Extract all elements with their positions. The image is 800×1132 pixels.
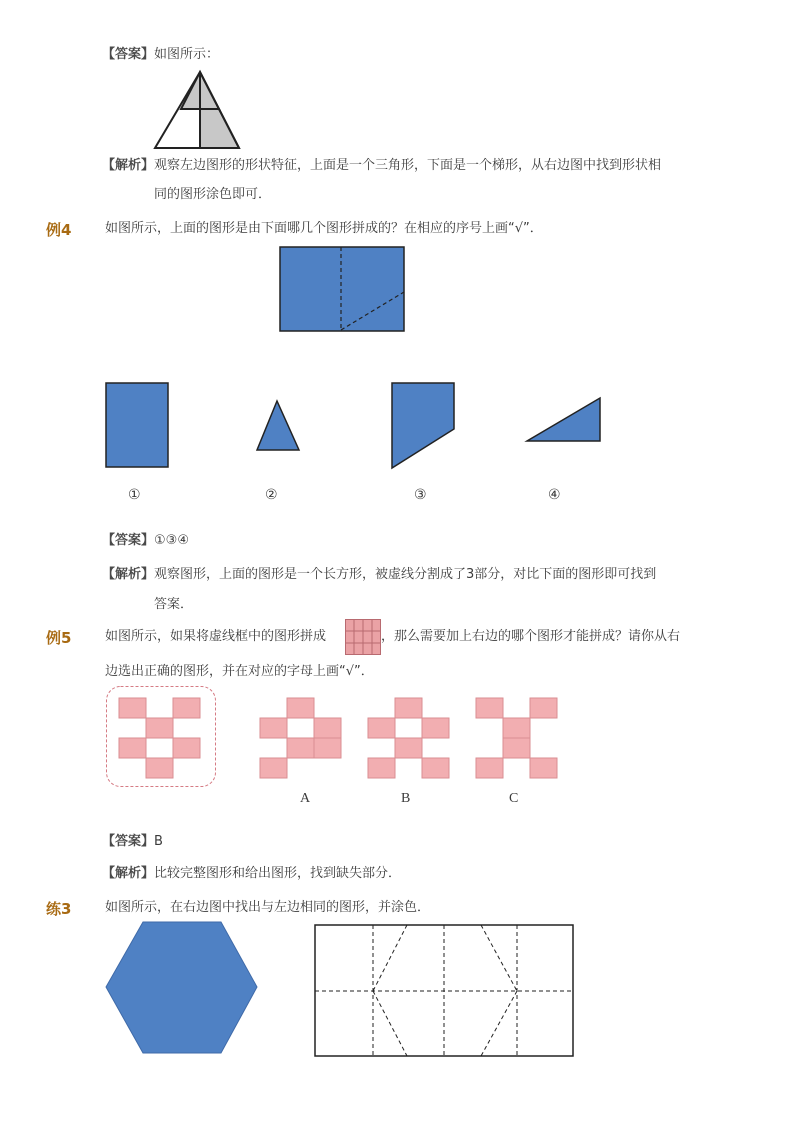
option-3-trapezoid bbox=[391, 382, 456, 469]
example-4-rectangle bbox=[279, 246, 405, 332]
analysis-text-1: 观察图形，上面的图形是一个长方形，被虚线分割成了3部分，对比下面的图形即可找到 bbox=[154, 567, 657, 582]
dashed-grid-figure bbox=[314, 924, 574, 1058]
example-5-answer bbox=[102, 832, 163, 852]
answer-text: B bbox=[154, 834, 163, 849]
choice-c-figure bbox=[475, 697, 559, 779]
choice-c-label: C bbox=[509, 791, 519, 806]
example-5-question-part-2: ，那么需要加上右边的哪个图形才能拼成？请你从右 bbox=[381, 629, 681, 644]
choice-a-label: A bbox=[300, 791, 311, 806]
example-5-analysis bbox=[102, 864, 401, 884]
answer-line-1 bbox=[102, 45, 219, 65]
option-1-rectangle bbox=[105, 382, 169, 468]
option-2-label: ② bbox=[265, 487, 278, 503]
analysis-text: 比较完整图形和给出图形，找到缺失部分． bbox=[154, 866, 402, 881]
analysis-tag: 【解析】 bbox=[102, 866, 155, 881]
practice-3-question: 如图所示，在右边图中找出与左边相同的图形，并涂色． bbox=[105, 900, 431, 915]
example-4-label: 例4 bbox=[46, 221, 72, 239]
option-4-label: ④ bbox=[548, 487, 561, 503]
answer-tag: 【答案】 bbox=[102, 47, 155, 62]
option-4-triangle bbox=[526, 397, 602, 443]
analysis-line-1 bbox=[102, 156, 661, 176]
choice-a-figure bbox=[259, 697, 343, 779]
analysis-tag: 【解析】 bbox=[102, 158, 155, 173]
example-4-analysis-line-1 bbox=[102, 565, 656, 585]
target-grid-icon bbox=[345, 619, 381, 655]
shaded-trapezoid bbox=[200, 109, 239, 148]
answer-tag: 【答案】 bbox=[102, 834, 155, 849]
example-4-answer bbox=[102, 531, 189, 551]
answer-tag: 【答案】 bbox=[102, 533, 155, 548]
answer-text: ①③④ bbox=[154, 533, 189, 548]
hexagon-figure bbox=[105, 921, 259, 1055]
practice-3-label: 练3 bbox=[46, 900, 72, 918]
example-4-question: 如图所示，上面的图形是由下面哪几个图形拼成的？在相应的序号上画“√”． bbox=[105, 221, 543, 236]
example-4-analysis-line-2: 答案． bbox=[154, 597, 194, 612]
answer-text: 如图所示： bbox=[154, 47, 220, 62]
example-5-question-part-1: 如图所示，如果将虚线框中的图形拼成 bbox=[105, 629, 327, 644]
answer-triangle-figure bbox=[155, 72, 245, 150]
option-3-label: ③ bbox=[414, 487, 427, 503]
choice-b-figure bbox=[367, 697, 451, 779]
option-1-label: ① bbox=[128, 487, 141, 503]
analysis-tag: 【解析】 bbox=[102, 567, 155, 582]
choice-b-label: B bbox=[401, 791, 411, 806]
analysis-text-1: 观察左边图形的形状特征，上面是一个三角形，下面是一个梯形，从右边图中找到形状相 bbox=[154, 158, 662, 173]
dashed-frame-figure bbox=[106, 686, 216, 787]
example-5-question-line-2: 边选出正确的图形，并在对应的字母上画“√”． bbox=[105, 664, 374, 679]
analysis-line-2: 同的图形涂色即可． bbox=[154, 187, 272, 202]
option-2-triangle bbox=[256, 400, 300, 451]
example-5-label: 例5 bbox=[46, 629, 72, 647]
